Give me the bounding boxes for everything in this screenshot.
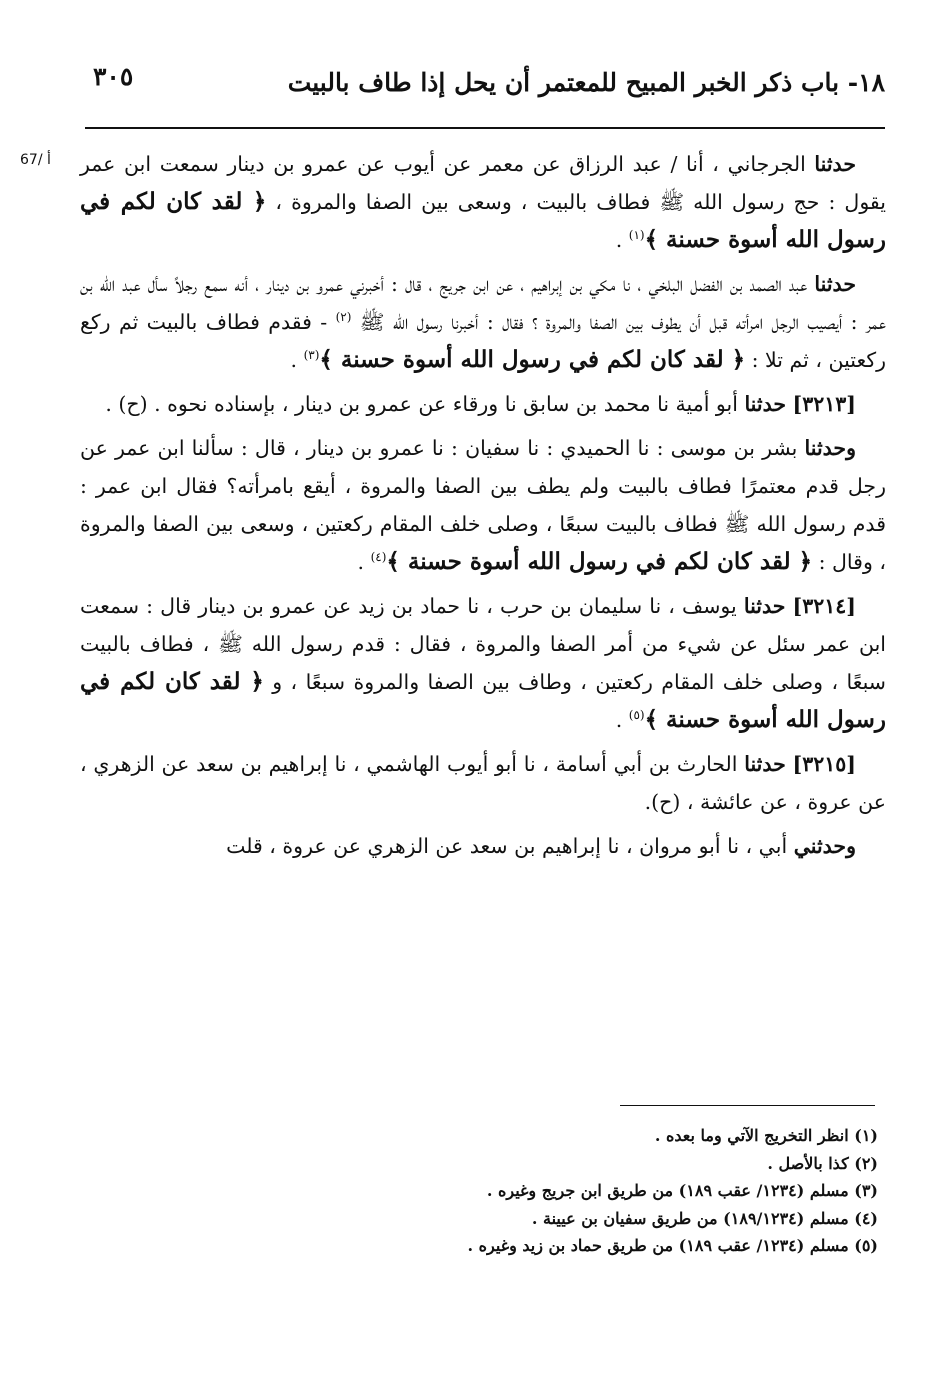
footnote-divider — [620, 1105, 875, 1106]
narration-lead: حدثنا — [743, 594, 786, 618]
hadith-number: [٣٢١٤] — [792, 594, 856, 618]
footnote: (٥) مسلم (١٢٣٤/ عقب ١٨٩) من طريق حماد بن زيد وغيره . — [467, 1236, 878, 1255]
narration-lead: حدثنا — [814, 272, 856, 296]
footnotes — [80, 1122, 878, 1260]
footnote-ref: (٢) — [335, 310, 352, 325]
hadith-paragraph — [80, 745, 886, 821]
narration-text: الحارث بن أبي أسامة ، نا أبو أيوب الهاشمي ، نا إبراهيم بن سعد عن الزهري ، عن عروة ، عن عائشة ، (ح). — [80, 752, 886, 814]
narration-text: أبو أمية نا محمد بن سابق نا ورقاء عن عمرو بن دينار ، بإسناده نحوه . (ح) . — [105, 392, 745, 416]
narration-lead: وحدثني — [793, 834, 856, 858]
narration-lead: وحدثنا — [804, 436, 856, 460]
footnote: (١) انظر التخريج الآتي وما بعده . — [654, 1126, 878, 1145]
page-header — [85, 62, 885, 112]
footnote: (٣) مسلم (١٢٣٤/ عقب ١٨٩) من طريق ابن جريج وغيره . — [486, 1181, 878, 1200]
footnote-ref: (١) — [628, 228, 645, 243]
page-number: ٣٠٥ — [93, 62, 134, 91]
narration-text: يوسف ، نا سليمان بن حرب ، نا حماد بن زيد عن عمرو بن دينار قال : سمعت ابن عمر سئل عن شيء من أمر الصفا والمروة ، فقال : قدم رسول الله ﷺ ، فطاف بالبيت سبعًا ، وصلى خلف المقام ركعتين ، وطاف بين الصفا والمروة سبعًا ، و — [80, 594, 886, 694]
hadith-number: [٣٢١٥] — [792, 752, 856, 776]
hadith-paragraph — [80, 265, 886, 379]
manuscript-folio-note: 67/ أ — [20, 152, 51, 168]
narration-text: أبي ، نا أبو مروان ، نا إبراهيم بن سعد عن الزهري عن عروة ، قلت — [226, 834, 794, 858]
narration-lead: حدثنا — [814, 152, 856, 176]
footnote-ref: (٥) — [628, 708, 645, 723]
hadith-paragraph — [80, 587, 886, 739]
narration-tail: . — [615, 708, 629, 732]
quran-quote: ﴿ لقد كان لكم في رسول الله أسوة حسنة ﴾ — [319, 346, 746, 373]
narration-tail: . — [290, 348, 304, 372]
chapter-title: ١٨- باب ذكر الخبر المبيح للمعتمر أن يحل إذا طاف بالبيت — [287, 68, 885, 97]
narration-text: الجرجاني ، أنا / عبد الرزاق عن معمر عن أيوب عن عمرو بن دينار سمعت ابن عمر يقول : حج رسول الله ﷺ فطاف بالبيت ، وسعى بين الصفا والمروة ، — [80, 152, 886, 214]
narration-lead: حدثنا — [744, 392, 787, 416]
footnote: (٢) كذا بالأصل . — [767, 1153, 878, 1173]
narration-tail: . — [615, 228, 629, 252]
hadith-paragraph — [80, 385, 886, 423]
hadith-paragraph — [80, 827, 886, 865]
narration-text: بشر بن موسى : نا الحميدي : نا سفيان : نا عمرو بن دينار ، قال : سألنا ابن عمر عن رجل قدم معتمرًا فطاف بالبيت ولم يطف بين الصفا والمروة ، أيقع بامرأته؟ فقال ابن عمر : قدم رسول الله ﷺ فطاف بالبيت سبعًا ، وصلى خلف المقام ركعتين ، وسعى بين الصفا والمروة ، وقال : — [80, 436, 886, 574]
quran-quote: ﴿ لقد كان لكم في رسول الله أسوة حسنة ﴾ — [80, 188, 886, 253]
footnote: (٤) مسلم (١٨٩/١٢٣٤) من طريق سفيان بن عيينة . — [531, 1208, 878, 1228]
footnote-ref: (٤) — [370, 550, 387, 565]
quran-quote: ﴿ لقد كان لكم في رسول الله أسوة حسنة ﴾ — [80, 668, 886, 733]
narration-lead: حدثنا — [744, 752, 786, 776]
footnote-ref: (٣) — [303, 348, 320, 363]
quran-quote: ﴿ لقد كان لكم في رسول الله أسوة حسنة ﴾ — [386, 548, 813, 575]
main-text — [80, 145, 886, 871]
narration-tail: . — [357, 550, 371, 574]
hadith-paragraph — [80, 145, 886, 259]
narration-text: - فقدم فطاف بالبيت ثم ركع ركعتين ، ثم تلا : — [80, 310, 886, 372]
hadith-paragraph — [80, 429, 886, 581]
narration-text: عبد الصمد بن الفضل البلخي ، نا مكي بن إبراهيم ، عن ابن جريج ، قال : أخبرني عمرو بن دينار ، أنه سمع رجلاً سأل عبد الله بن عمر : أيصيب الرجل امرأته قبل أن يطوف بين الصفا والمروة ؟ فقال : أخبرنا رسول الله ﷺ — [80, 272, 886, 334]
hadith-number: [٣٢١٣] — [792, 392, 856, 416]
header-divider — [85, 127, 885, 129]
